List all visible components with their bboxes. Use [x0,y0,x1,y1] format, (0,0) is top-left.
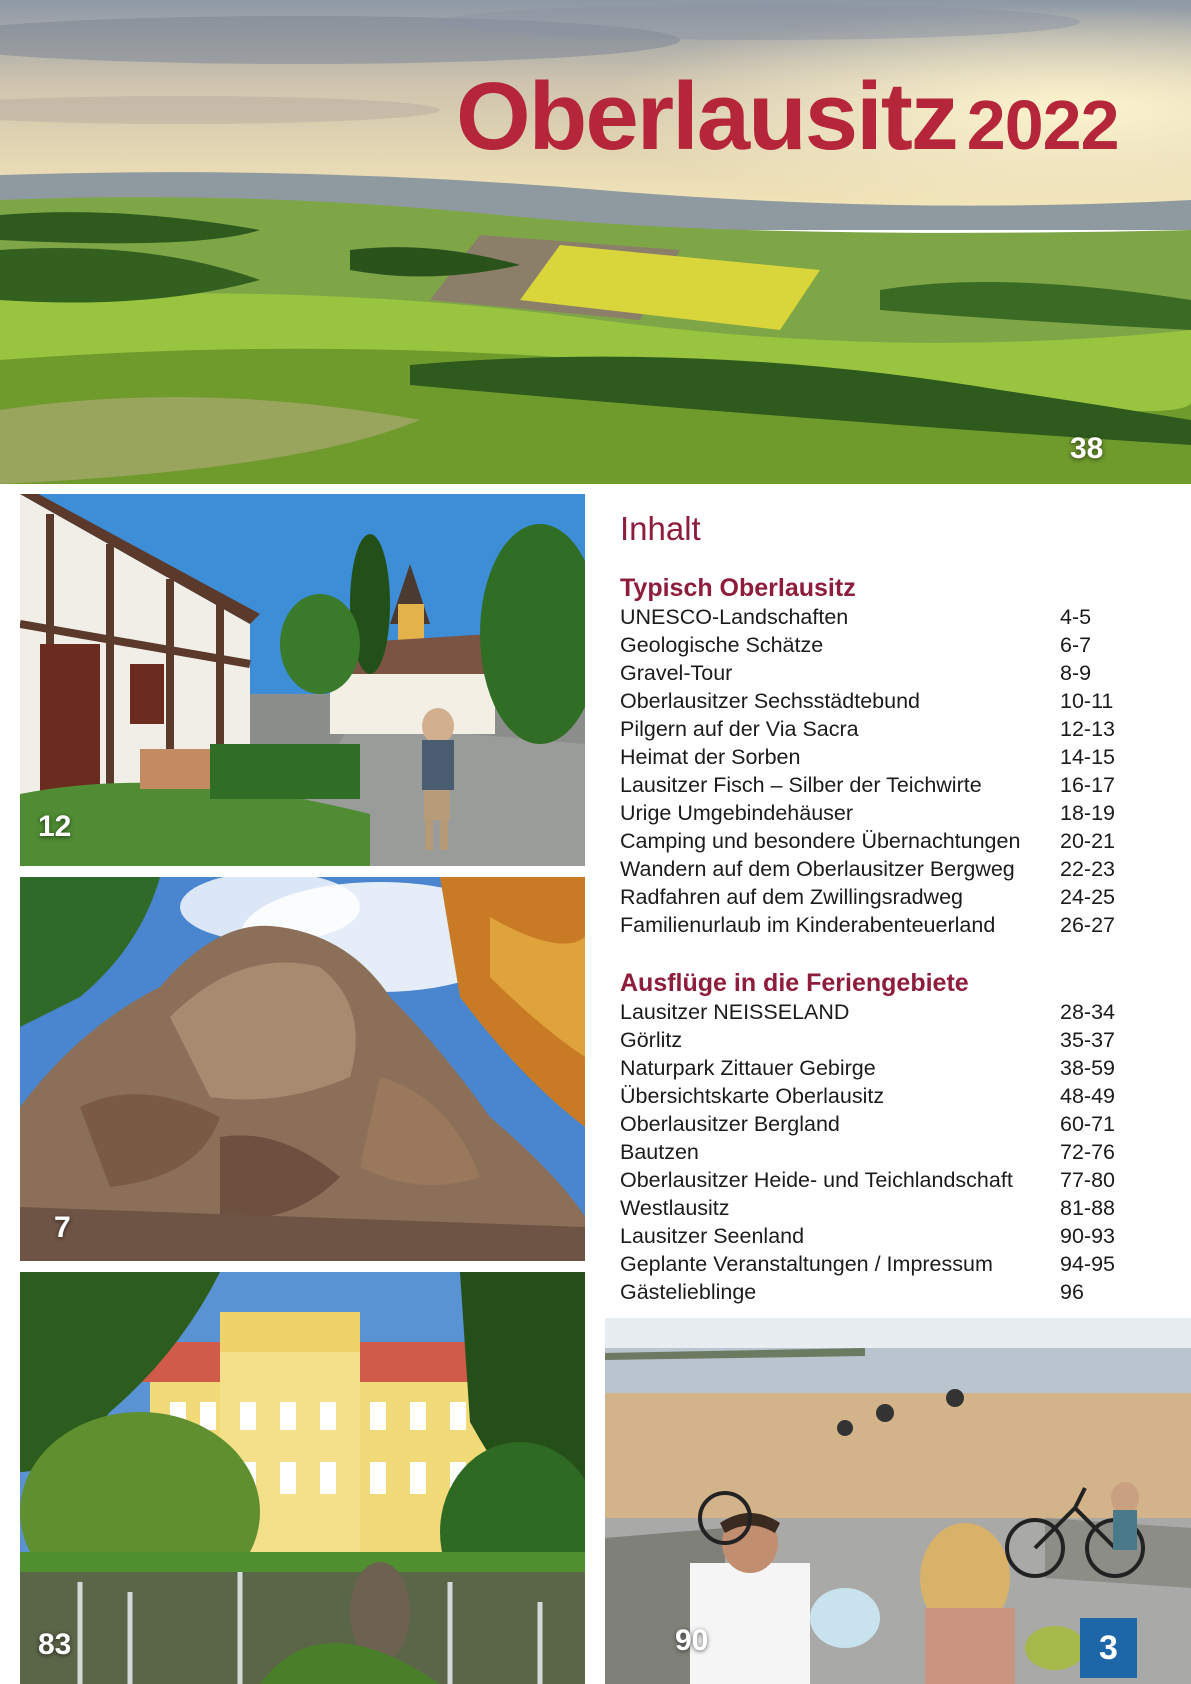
toc-section-title: Typisch Oberlausitz [620,574,856,602]
toc-entry-pages: 18-19 [1060,801,1115,825]
toc-entry-pages: 94-95 [1060,1252,1115,1276]
toc-entry [620,1196,1120,1224]
village-photo-number: 12 [38,810,72,843]
toc-entry-label: Übersichtskarte Oberlausitz [620,1084,885,1108]
toc-entry-label: Camping und besondere Übernachtungen [620,829,1021,853]
toc-entry-pages: 14-15 [1060,745,1115,769]
rock-photo [20,877,585,1261]
toc-entry [620,885,1120,913]
toc-entry [620,689,1120,717]
lake-photo-number: 90 [675,1624,709,1657]
toc-entry [620,1112,1120,1140]
title-year: 2022 [966,86,1119,164]
toc-heading: Inhalt [620,510,701,547]
toc-entry-pages: 28-34 [1060,1000,1115,1024]
toc-entry-label: Wandern auf dem Oberlausitzer Bergweg [620,857,1015,881]
header-photo-number: 38 [1070,432,1104,465]
toc-entry-pages: 4-5 [1060,605,1092,629]
toc-entry [620,829,1120,857]
toc-section-ausfluege [620,969,1120,1308]
toc-entry-pages: 20-21 [1060,829,1115,853]
rock-photo-number: 7 [54,1211,71,1244]
toc-entry [620,1028,1120,1056]
table-of-contents [620,510,1120,1336]
toc-entry-label: Bautzen [620,1140,699,1164]
toc-entry-pages: 48-49 [1060,1084,1115,1108]
toc-entry-label: UNESCO-Landschaften [620,605,849,629]
toc-entry [620,1252,1120,1280]
toc-entry [620,661,1120,689]
toc-entry-label: Pilgern auf der Via Sacra [620,717,859,741]
toc-entry-pages: 81-88 [1060,1196,1115,1220]
toc-entry [620,857,1120,885]
toc-entry-pages: 22-23 [1060,857,1115,881]
toc-entry-pages: 10-11 [1060,689,1114,713]
toc-entry-pages: 35-37 [1060,1028,1115,1052]
toc-entry-label: Gästelieblinge [620,1280,757,1304]
toc-entry [620,1140,1120,1168]
toc-entry [620,1168,1120,1196]
toc-entry-pages: 24-25 [1060,885,1115,909]
title-main: Oberlausitz [456,63,957,170]
rock-image [20,877,585,1261]
toc-entry [620,745,1120,773]
toc-entry [620,913,1120,941]
toc-entry [620,801,1120,829]
toc-entry-label: Geplante Veranstaltungen / Impressum [620,1252,993,1276]
castle-photo [20,1272,585,1684]
toc-entry-pages: 77-80 [1060,1168,1115,1192]
toc-entry-pages: 38-59 [1060,1056,1115,1080]
toc-entry-label: Oberlausitzer Heide- und Teichlandschaft [620,1168,1013,1192]
toc-entry [620,605,1120,633]
toc-entry-pages: 6-7 [1060,633,1092,657]
toc-entry-pages: 26-27 [1060,913,1115,937]
toc-entry-label: Görlitz [620,1028,683,1052]
toc-entry-label: Gravel-Tour [620,661,733,685]
village-image [20,494,585,866]
toc-entry-pages: 90-93 [1060,1224,1115,1248]
toc-entry [620,1084,1120,1112]
toc-entry-pages: 12-13 [1060,717,1115,741]
toc-entry-pages: 72-76 [1060,1140,1115,1164]
toc-entry-label: Oberlausitzer Bergland [620,1112,840,1136]
toc-entry-pages: 8-9 [1060,661,1092,685]
toc-entry-label: Geologische Schätze [620,633,824,657]
toc-entry-label: Westlausitz [620,1196,730,1220]
toc-entry [620,1056,1120,1084]
village-photo [20,494,585,866]
toc-entry-label: Urige Umgebindehäuser [620,801,854,825]
toc-entry-pages: 60-71 [1060,1112,1115,1136]
castle-photo-number: 83 [38,1628,72,1661]
toc-entry [620,1224,1120,1252]
page-title [456,62,1119,172]
toc-entry [620,717,1120,745]
toc-entry-label: Radfahren auf dem Zwillingsradweg [620,885,963,909]
toc-entry-pages: 16-17 [1060,773,1115,797]
toc-entry-label: Familienurlaub im Kinderabenteuerland [620,913,996,937]
toc-entry-label: Heimat der Sorben [620,745,801,769]
toc-section-title: Ausflüge in die Feriengebiete [620,969,969,997]
toc-section-typisch [620,574,1120,941]
toc-entry-pages: 96 [1060,1280,1084,1304]
page-number-badge: 3 [1080,1618,1137,1678]
toc-entry [620,1000,1120,1028]
toc-entry-label: Lausitzer Seenland [620,1224,805,1248]
toc-entry-label: Oberlausitzer Sechsstädtebund [620,689,920,713]
toc-entry [620,633,1120,661]
toc-entry [620,773,1120,801]
toc-entry-label: Naturpark Zittauer Gebirge [620,1056,876,1080]
toc-entry-label: Lausitzer Fisch – Silber der Teichwirte [620,773,982,797]
castle-image [20,1272,585,1684]
toc-entry [620,1280,1120,1308]
toc-entry-label: Lausitzer NEISSELAND [620,1000,850,1024]
